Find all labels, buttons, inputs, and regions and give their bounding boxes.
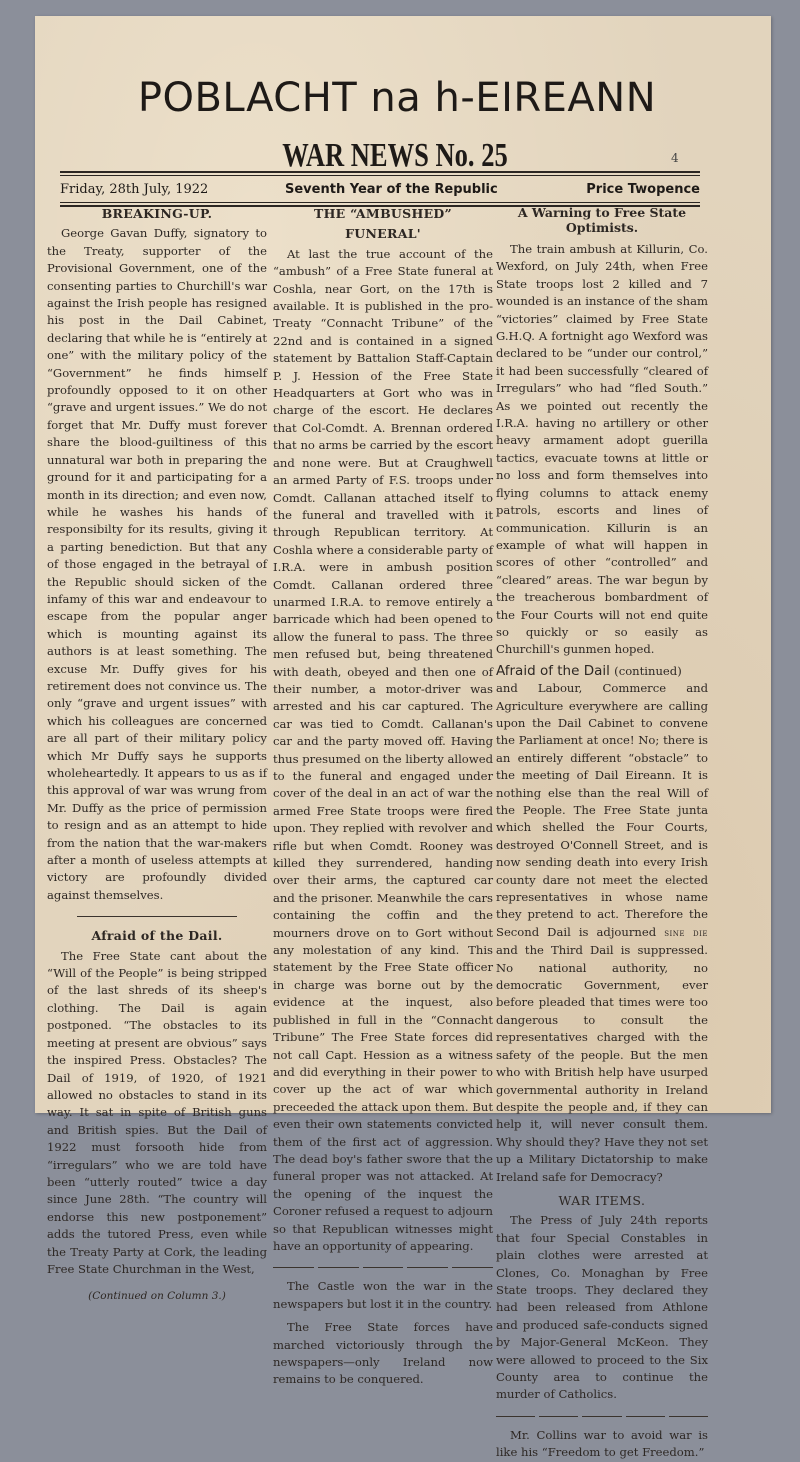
article-heading-ambushed-funeral-line1: THE “AMBUSHED” — [313, 206, 453, 221]
header-rule-top — [60, 171, 700, 173]
afraid-continued-suffix: (continued) — [614, 663, 682, 678]
collins-note: Mr. Collins war to avoid war is like his “Freedom to get Freedom.” — [496, 1427, 708, 1460]
dateline — [60, 182, 700, 200]
afraid-continued-body-post: and the Third Dail is suppressed. No national authority, no democratic Government, ever before pleaded that times were too dangerous to consult the representatives charged with the safety of the people. But the men who with British help have usurped governmental authority in Ireland despite the people and, if they can help it, will never consult them. Why should they? Have they not set up a Military Dictatorship to make Ireland safe for Democracy? — [496, 943, 708, 1184]
article-divider-dashed — [496, 1416, 708, 1417]
issue-date: Friday, 28th July, 1922 — [60, 182, 209, 197]
stray-mark: 4 — [671, 151, 679, 165]
article-body-warning: The train ambush at Killurin, Co. Wexford, on July 24th, when Free State troops lost 2 killed and 7 wounded is an instance of the sham “victories” claimed by Free State G.H.Q. A fortnight ago Wexford was declared to be “under our control,” it had been successfully “cleared of Irregulars” who had “fled South.” As we pointed out recently the I.R.A. having no artillery or other heavy armament adopt guerilla tactics, evacuate towns at little or no loss and form themselves into flying columns to attack enemy patrols, escorts and lines of communication. Killurin is an example of what will happen in scores of other “controlled” and “cleared” areas. The war begun by the treacherous bombardment of the Four Courts will not end quite so quickly or so easily as Churchill's gunmen hoped. — [496, 242, 708, 657]
price: Price Twopence — [586, 182, 700, 197]
sine-die: sine die — [664, 927, 709, 939]
article-heading-breaking-up: BREAKING-UP. — [101, 206, 213, 221]
continued-note: (Continued on Column 3.) — [88, 1290, 226, 1303]
article-body-afraid-continued — [496, 680, 708, 1186]
afraid-continued-body-pre: and Labour, Commerce and Agriculture everywhere are calling upon the Dail Cabinet to convene the Parliament at once! No; there is an entirely different “obstacle” to the meeting of Dail Eireann. It is nothing else than the real Will of the People. The Free State junta which shelled the Four Courts, destroyed O'Connell Street, and is now sending death into every Irish county dare not meet the elected representatives in whose name they pretend to act. Therefore the Second Dail is adjourned — [496, 681, 708, 939]
article-heading-afraid-continued — [496, 663, 708, 680]
header-rule-top-thin — [60, 175, 700, 176]
column-2 — [273, 199, 493, 1389]
article-heading-warning: A Warning to Free State Optimists. — [517, 205, 687, 235]
article-divider-dashed — [273, 1267, 493, 1268]
castle-note: The Castle won the war in the newspapers but lost it in the country. — [273, 1279, 493, 1311]
column-3 — [496, 199, 708, 1462]
afraid-continued-title: Afraid of the Dail — [496, 662, 610, 679]
article-body-ambushed-funeral: At last the true account of the “ambush” of a Free State funeral at Coshla, near Gort, on the 17th is available. It is published in the pro-Treaty “Connacht Tribune” of the 22nd and is contained in a signed statement by Battalion Staff-Captain P. J. Hession of the Free State Headquarters at Gort who was in charge of the escort. He declares that Col-Comdt. A. Brennan ordered that no arms be carried by the escort and none were. But at Craughwell an armed Party of F.S. troops under Comdt. Callanan attached itself to the funeral and travelled with it through Republican territory. At Coshla where a considerable party of I.R.A. were in ambush position Comdt. Callanan ordered three unarmed I.R.A. to remove entirely a barricade which had been opened to allow the funeral to pass. The three men refused but, being threatened with death, obeyed and then one of their number, a motor-driver was arrested and his car captured. The car was tied to Comdt. Callanan's car and the party moved off. Having thus presumed on the liberty allowed to the funeral and engaged under cover of the deal in an act of war the armed Free State troops were fired upon. They replied with revolver and rifle but when Comdt. Rooney was killed they surrendered, handing over their arms, the captured car and the prisoner. Meanwhile the cars containing the coffin and the mourners drove on to Gort without any molestation of any kind. This statement by the Free State officer in charge was borne out by the evidence at the inquest, also published in full in the “Connacht Tribune” The Free State forces did not call Capt. Hession as a witness and did everything in their power to cover up the act of war which preceeded the attack upon them. But even their own statements convicted them of the first act of aggression. The dead boy's father swore that the funeral proper was not attacked. At the opening of the inquest the Coroner refused a request to adjourn so that Republican witnesses might have an opportunity of appearing. — [273, 246, 493, 1253]
forces-note: The Free State forces have marched victoriously through the newspapers—only Ireland now remains to be conquered. — [273, 1320, 493, 1387]
year-of-republic: Seventh Year of the Republic — [285, 182, 498, 197]
article-heading-afraid-of-dail: Afraid of the Dail. — [91, 928, 223, 944]
article-body-war-items: The Press of July 24th reports that four Special Constables in plain clothes were arrested at Clones, Co. Monaghan by Free State troops. They declared they had been released from Athlone and produced safe-conducts signed by Major-General McKeon. They were allowed to proceed to the Six County area to continue the murder of Catholics. — [496, 1213, 708, 1402]
article-body-afraid-of-dail: The Free State cant about the “Will of the People” is being stripped of the last shreds of its sheep's clothing. The Dail is again postponed. “The obstacles to its meeting at present are obvious” says the inspired Press. Obstacles? The Dail of 1919, of 1920, of 1921 allowed no obstacles to stand in its way. It sat in spite of British guns and British spies. But the Dail of 1922 must forsooth hide from “irregulars” who we are told have been “utterly routed” twice a day since June 28th. “The country will endorse this new postponement” adds the tutored Press, even while the Treaty Party at Cork, the leading Free State Churchman in the West, — [47, 948, 267, 1276]
masthead-title: POBLACHT na h-EIREANN — [137, 75, 657, 121]
article-body-breaking-up: George Gavan Duffy, signatory to the Treaty, supporter of the Provisional Government, one of the consenting parties to Churchill's war against the Irish people has resigned his post in the Dail Cabinet, declaring that while he is “entirely at one” with the military policy of the “Government” he finds himself profoundly opposed to it on other “grave and urgent issues.” We do not forget that Mr. Duffy must forever share the blood-guiltiness of this unnatural war both in preparing the ground for it and participating for a month in its direction; and even now, while he washes his hands of responsibilty for its results, giving it a parting benediction. But that any of those engaged in the betrayal of the Republic should sicken of the infamy of this war and endeavour to escape from the popular anger which is mounting against its authors is at least something. The excuse Mr. Duffy gives for his retirement does not convince us. The only “grave and urgent issues” with which his colleagues are concerned are all part of their military policy which Mr Duffy says he supports wholeheartedly. It appears to us as if this approval of war was wrung from Mr. Duffy as the price of permission to resign and as an attempt to hide from the nation that the war-makers after a month of useless attempts at victory are profoundly divided against themselves. — [47, 226, 267, 902]
article-divider — [77, 916, 237, 917]
article-heading-ambushed-funeral-line2: FUNERAL' — [345, 226, 421, 242]
column-1 — [47, 199, 267, 1306]
article-heading-war-items: WAR ITEMS. — [558, 1192, 646, 1208]
issue-title: WAR NEWS No. 25 — [282, 137, 508, 174]
newspaper-page — [35, 16, 771, 1460]
